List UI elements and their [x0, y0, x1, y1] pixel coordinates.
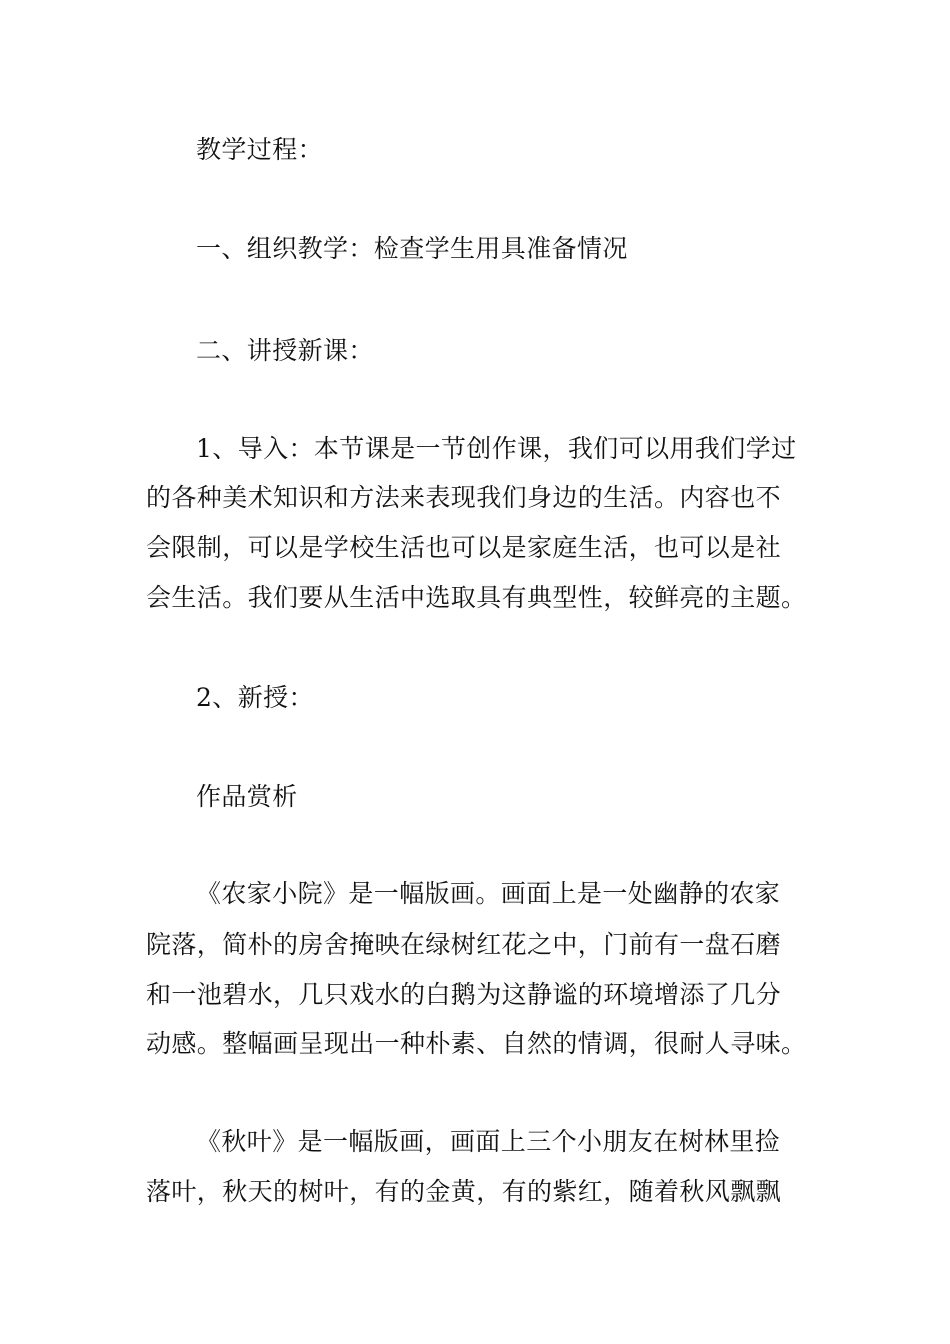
intro-line-2: 的各种美术知识和方法来表现我们身边的生活。内容也不: [146, 483, 782, 512]
intro-line-4: 会生活。我们要从生活中选取具有典型性，较鲜亮的主题。: [146, 583, 807, 612]
farmyard-line-3: 和一池碧水，几只戏水的白鹅为这静谧的环境增添了几分: [146, 980, 782, 1009]
autumn-leaves-line-2: 落叶，秋天的树叶，有的金黄，有的紫红，随着秋风飘飘: [146, 1177, 782, 1206]
farmyard-line-4: 动感。整幅画呈现出一种朴素、自然的情调，很耐人寻味。: [146, 1029, 807, 1058]
new-lesson-heading: 2、新授：: [196, 683, 314, 712]
intro-line-3: 会限制，可以是学校生活也可以是家庭生活，也可以是社: [146, 533, 782, 562]
appreciation-heading: 作品赏析: [196, 782, 298, 811]
farmyard-line-1: 《农家小院》是一幅版画。画面上是一处幽静的农家: [196, 879, 781, 908]
autumn-leaves-line-1: 《秋叶》是一幅版画，画面上三个小朋友在树林里捡: [196, 1127, 781, 1156]
section-new-lesson: 二、讲授新课：: [196, 336, 374, 365]
section-organize-teaching: 一、组织教学：检查学生用具准备情况: [196, 234, 628, 263]
intro-line-1: 1、导入：本节课是一节创作课，我们可以用我们学过: [196, 434, 797, 463]
heading-teaching-process: 教学过程：: [196, 135, 324, 164]
farmyard-line-2: 院落，简朴的房舍掩映在绿树红花之中，门前有一盘石磨: [146, 930, 782, 959]
